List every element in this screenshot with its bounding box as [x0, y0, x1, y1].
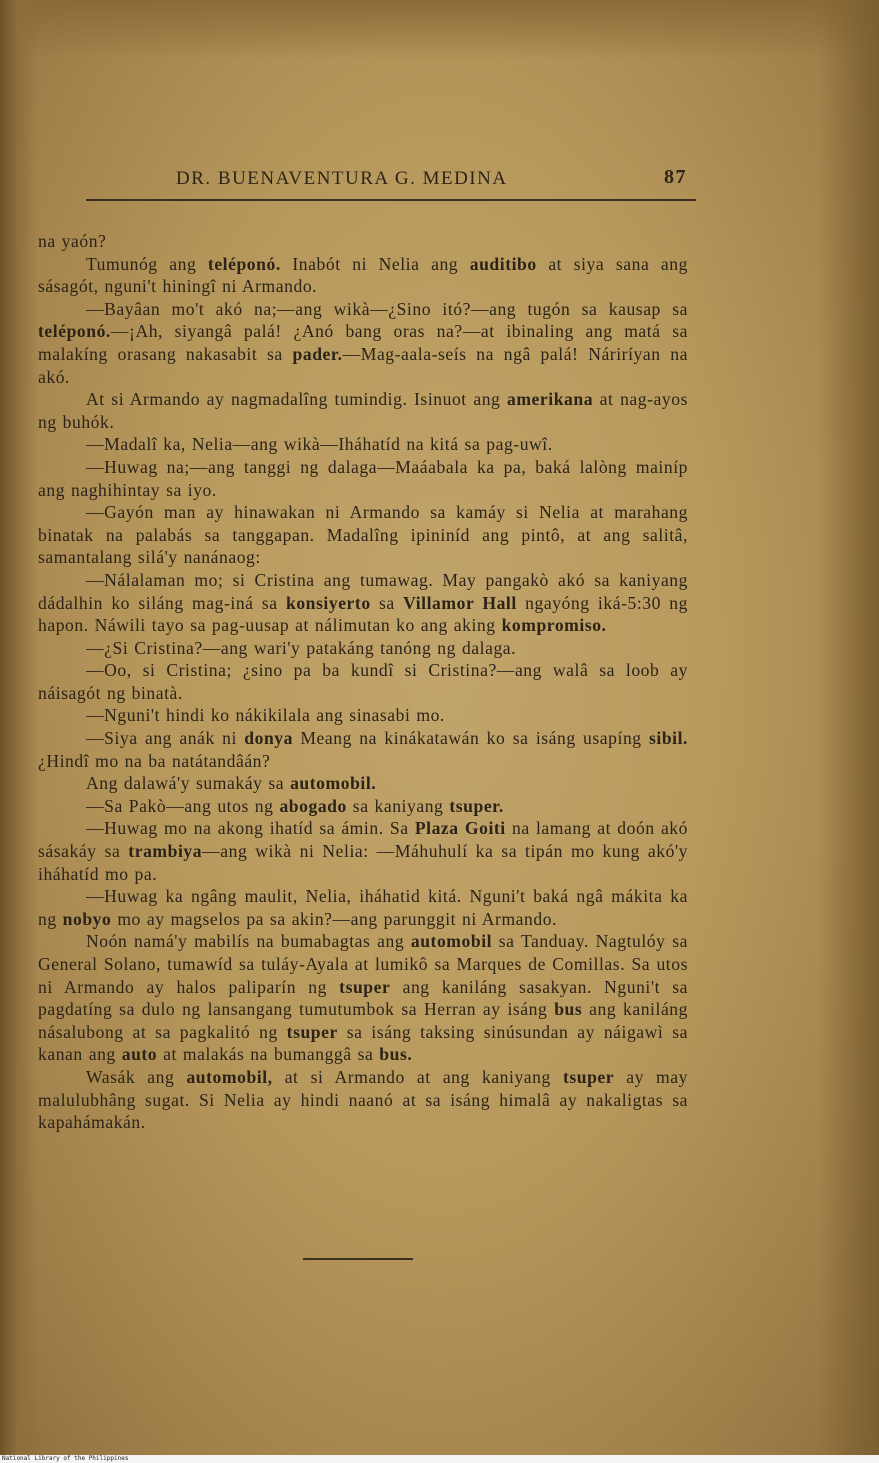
text-run: —Oo, si Cristina; ¿sino pa ba kundî si Cristina?—ang walâ sa loob ay náisagót ng binatà. [38, 660, 688, 703]
page-shadow-right [819, 0, 879, 1455]
text-run: Noón namá'y mabilís na bumabagtas ang [86, 931, 411, 952]
bold-term: abogado [279, 795, 347, 816]
bold-term: konsiyerto [286, 592, 371, 613]
text-run: —Bayâan mo't akó na;—ang wikà—¿Sino itó?—ang tugón sa kausap sa [86, 298, 688, 319]
bold-term: automobil [410, 931, 493, 952]
paragraph [38, 795, 688, 818]
text-run: —Gayón man ay hinawakan ni Armando sa kamáy si Nelia at marahang binatak na palabás sa tanggapan. Madalîng ipininíd ang pintô, at ang salitâ, samantalang silá'y nanánaog: [38, 502, 688, 568]
bold-term: teléponó. [38, 321, 111, 342]
paragraph [38, 637, 688, 660]
text-run: ngayóng iká-5:30 ng hapon. Náwili tayo sa pag-uusap at nálimutan ko ang aking [38, 592, 689, 636]
text-run: —Nálalaman mo; si Cristina ang tumawag. May pangakò akó sa kaniyang dádalhin ko siláng mag-iná sa [38, 569, 688, 613]
text-run: sa isáng taksing sinúsundan ay náigawì sa kanan ang [38, 1021, 688, 1065]
bold-term: donya [244, 728, 293, 749]
bold-term: Villamor Hall [403, 592, 517, 613]
paragraph [38, 704, 688, 727]
page-number: 87 [664, 166, 687, 188]
text-run: na lamang at doón akó sásakáy sa [38, 818, 688, 862]
text-run: —Mag-aala-seís na ngâ palá! Náriríyan na akó. [38, 343, 688, 387]
bold-term: tsuper [562, 1066, 615, 1087]
bold-term: teléponó. [207, 253, 281, 274]
bold-term: automobil. [290, 773, 377, 794]
text-run: Inabót ni Nelia ang [280, 253, 470, 274]
text-run: at siya sana ang sásagót, nguni't hiningî ni Armando. [38, 253, 688, 297]
paragraph [38, 1066, 688, 1134]
text-run: —Madalî ka, Nelia—ang wikà—Iháhatíd na kitá sa pag-uwî. [86, 434, 553, 455]
footer-credit: National Library of the Philippines [2, 1455, 129, 1462]
bold-term: trambiya [128, 841, 203, 862]
paragraph [38, 772, 688, 795]
text-run: at nag-ayos ng buhók. [38, 389, 688, 432]
text-run: na yaón? [38, 231, 107, 251]
text-run: Meang na kinákatawán ko sa isáng usapíng [293, 728, 649, 749]
paragraph [38, 659, 688, 704]
page-binding-shadow [0, 0, 38, 1455]
text-run: —¿Si Cristina?—ang wari'y patakáng tanóng ng dalaga. [86, 637, 517, 658]
text-run: ay may malulubhâng sugat. Si Nelia ay hindi naanó at sa isáng himalâ ay nakaligtas sa kapahámakán. [38, 1066, 688, 1133]
text-run: —Huwag na;—ang tanggi ng dalaga—Maáabala ka pa, baká lalòng mainíp ang naghihintay sa iyo. [38, 456, 688, 500]
bold-term: pader. [292, 343, 343, 364]
paragraph [38, 456, 688, 501]
bold-term: Plaza Goiti [414, 818, 506, 839]
bold-term: automobil, [186, 1066, 273, 1087]
text-run: Tumunóg ang [86, 253, 208, 274]
bold-term: amerikana [507, 389, 594, 410]
end-rule [303, 1258, 413, 1260]
paragraph [38, 230, 688, 253]
paragraph [38, 433, 688, 456]
page-shadow-top [0, 0, 879, 60]
text-run: ang kaniláng násalubong at sa pagkalitó ng [38, 999, 688, 1042]
paragraph [38, 885, 688, 930]
bold-term: nobyo [62, 908, 112, 929]
text-run: Ang dalawá'y sumakáy sa [86, 773, 291, 794]
text-run: ang kaniláng sasakyan. Nguni't sa pagdatíng sa dulo ng lansangang tumutumbok sa Herran ay isáng [38, 976, 688, 1020]
footer-strip [0, 1455, 879, 1463]
text-run: —Siya ang anák ni [86, 728, 245, 749]
text-run: Wasák ang [86, 1066, 187, 1087]
text-run: —Huwag ka ngâng maulit, Nelia, iháhatid kitá. Nguni't baká ngâ mákita ka ng [38, 886, 688, 929]
bold-term: bus [554, 999, 583, 1020]
bold-term: tsuper [286, 1021, 338, 1042]
bold-term: sibil. [649, 728, 688, 749]
paragraph [38, 569, 688, 637]
paragraph [38, 253, 688, 298]
page-header [0, 166, 879, 196]
bold-term: tsuper. [449, 795, 504, 816]
paragraph [38, 817, 688, 885]
paragraph [38, 930, 688, 1066]
text-run: at si Armando at ang kaniyang [272, 1066, 563, 1087]
bold-term: auditibo [469, 253, 537, 274]
text-run: at malakás na bumanggâ sa [157, 1044, 380, 1065]
text-run: mo ay magselos pa sa akin?—ang parunggit ni Armando. [111, 908, 558, 929]
text-run: —Nguni't hindi ko nákikilala ang sinasabi mo. [86, 705, 445, 726]
bold-term: tsuper [339, 976, 391, 997]
paragraph [38, 298, 688, 388]
bold-term: bus. [379, 1044, 413, 1065]
text-run: sa [370, 592, 404, 613]
text-run: sa Tanduay. Nagtulóy sa General Solano, tumawíd sa tuláy-Ayala at lumikô sa Marques de Comillas. Sa utos ni Armando ay halos paliparín ng [38, 931, 688, 997]
paragraph [38, 501, 688, 569]
text-run: ¿Hindî mo na ba natátandâán? [38, 750, 271, 771]
bold-term: auto [121, 1044, 158, 1065]
text-run: —ang wikà ni Nelia: —Máhuhulí ka sa tipán mo kung akó'y iháhatíd mo pa. [38, 841, 689, 884]
paragraph [38, 388, 688, 433]
text-run: At si Armando ay nagmadalîng tumindig. Isinuot ang [86, 389, 507, 410]
running-head: DR. BUENAVENTURA G. MEDINA [176, 168, 508, 189]
paragraph [38, 727, 688, 772]
bold-term: kompromiso. [501, 615, 607, 636]
text-run: —Sa Pakò—ang utos ng [86, 795, 280, 816]
body-text [38, 230, 688, 1134]
text-run: sa kaniyang [346, 795, 450, 816]
header-rule [86, 199, 696, 201]
text-run: —Huwag mo na akong ihatíd sa ámin. Sa [86, 818, 415, 839]
text-run: —¡Ah, siyangâ palá! ¿Anó bang oras na?—at ibinaling ang matá sa malakíng orasang nakasabit sa [38, 321, 688, 364]
